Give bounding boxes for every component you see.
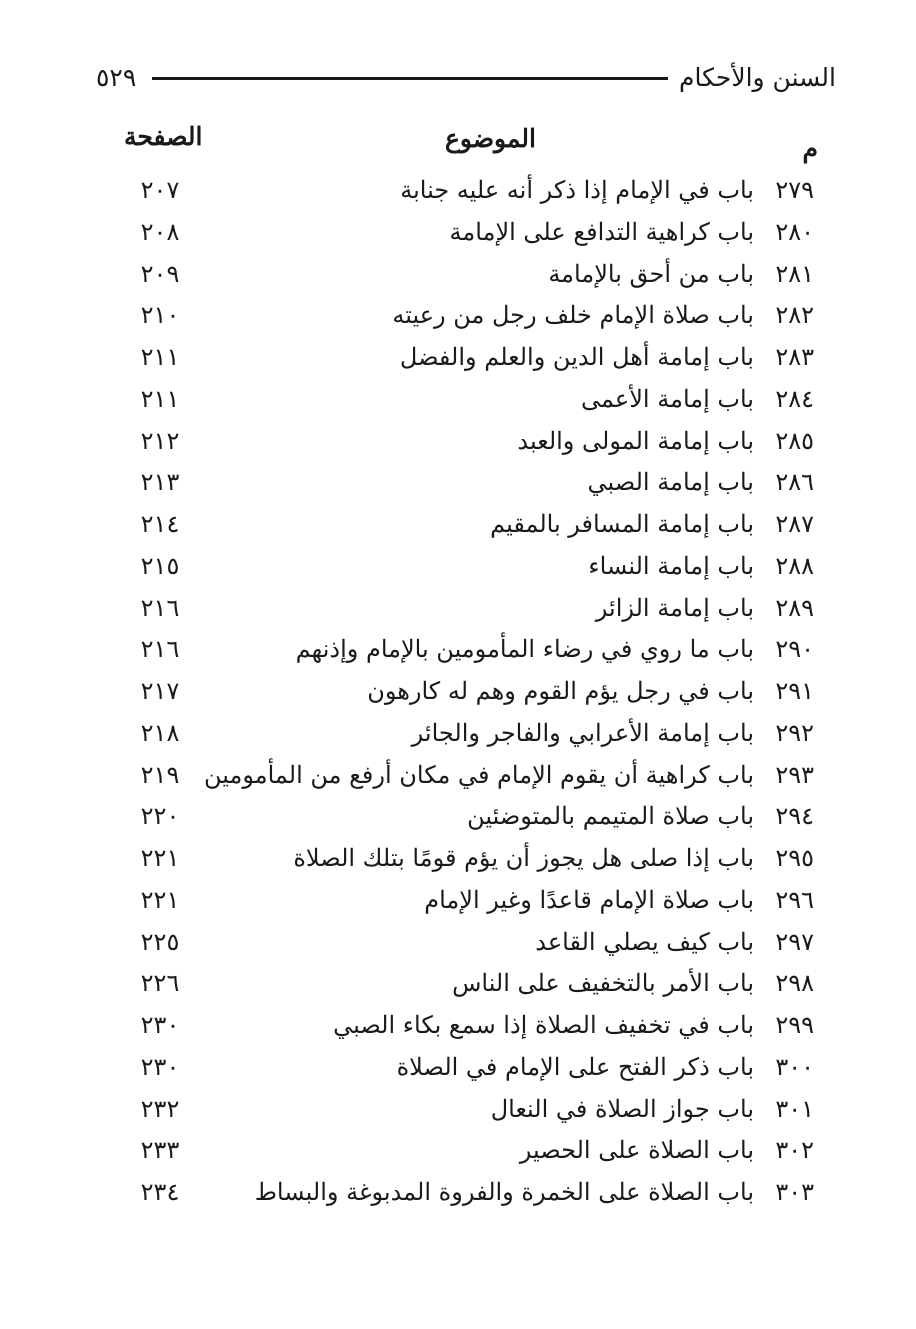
entry-page-number: ٢٠٨ <box>140 217 180 246</box>
toc-entry <box>96 379 836 421</box>
entry-page-number: ٢٢١ <box>140 844 180 872</box>
entry-number: ٢٨٩ <box>775 593 814 622</box>
entry-page-number: ٢٣٢ <box>140 1094 180 1123</box>
entry-page-number: ٢١٠ <box>140 301 180 330</box>
entry-page-number: ٢١٨ <box>140 718 180 747</box>
entry-title: باب صلاة المتيمم بالمتوضئين <box>467 802 754 831</box>
entry-title: باب الصلاة على الحصير <box>519 1136 754 1165</box>
entry-number: ٢٨٨ <box>775 551 814 580</box>
column-header-topic: الموضوع <box>445 124 536 153</box>
entry-page-number: ٢٢٥ <box>140 927 180 956</box>
column-header-number: م <box>802 134 818 163</box>
entry-number: ٢٨٠ <box>775 217 814 246</box>
entry-page-number: ٢١٣ <box>140 468 180 497</box>
entry-title: باب إمامة المولى والعبد <box>517 426 754 455</box>
entry-title: باب إمامة الصبي <box>587 468 754 497</box>
entry-number: ٢٩٠ <box>775 635 814 664</box>
entry-page-number: ٢٣٠ <box>140 1011 180 1039</box>
entry-number: ٣٠١ <box>775 1094 814 1123</box>
entry-page-number: ٢١٧ <box>140 677 180 705</box>
toc-entry <box>96 671 836 713</box>
entry-page-number: ٢١١ <box>140 384 180 413</box>
entry-page-number: ٢١٩ <box>140 760 180 789</box>
toc-entry <box>96 963 836 1005</box>
toc-entry <box>96 838 836 880</box>
entry-number: ٢٩٣ <box>775 760 814 789</box>
entry-title: باب كراهية أن يقوم الإمام في مكان أرفع من المأمومين <box>203 760 754 789</box>
header-rule <box>152 77 668 80</box>
toc-entry <box>96 337 836 379</box>
entry-number: ٢٩٦ <box>775 885 814 914</box>
entry-page-number: ٢١١ <box>140 343 180 371</box>
page-number: ٥٢٩ <box>96 63 137 92</box>
toc-entry <box>96 880 836 922</box>
entry-title: باب إمامة الأعمى <box>581 384 754 413</box>
entry-page-number: ٢٣٣ <box>140 1136 180 1165</box>
entry-number: ٣٠٢ <box>775 1136 814 1165</box>
entry-number: ٢٨٣ <box>775 343 814 371</box>
entry-title: باب إذا صلى هل يجوز أن يؤم قومًا بتلك الصلاة <box>293 844 754 872</box>
toc-entry <box>96 1130 836 1172</box>
entry-number: ٢٨٦ <box>775 468 814 497</box>
entry-title: باب الصلاة على الخمرة والفروة المدبوغة والبساط <box>254 1178 754 1206</box>
entry-title: باب صلاة الإمام قاعدًا وغير الإمام <box>424 885 754 914</box>
entry-page-number: ٢٠٧ <box>140 176 180 204</box>
toc-entry <box>96 1047 836 1089</box>
entry-title: باب من أحق بالإمامة <box>548 259 754 288</box>
entry-page-number: ٢١٤ <box>140 510 180 538</box>
toc-entry <box>96 421 836 463</box>
running-header <box>96 58 836 98</box>
entry-number: ٢٨٤ <box>775 384 814 413</box>
toc-entry <box>96 170 836 212</box>
entry-page-number: ٢٢١ <box>140 885 180 914</box>
toc-entry <box>96 1005 836 1047</box>
entry-title: باب في تخفيف الصلاة إذا سمع بكاء الصبي <box>333 1011 754 1039</box>
toc-entry <box>96 755 836 797</box>
entry-page-number: ٢١٢ <box>140 426 180 455</box>
toc-entry <box>96 922 836 964</box>
entry-title: باب الأمر بالتخفيف على الناس <box>452 969 754 998</box>
entry-number: ٢٨٥ <box>775 426 814 455</box>
toc-entry <box>96 1089 836 1131</box>
entry-number: ٢٩٢ <box>775 718 814 747</box>
entry-number: ٣٠٠ <box>775 1052 814 1081</box>
entry-number: ٢٩٩ <box>775 1011 814 1039</box>
entry-title: باب ذكر الفتح على الإمام في الصلاة <box>396 1052 754 1081</box>
column-headers <box>96 120 836 170</box>
entry-page-number: ٢٣٠ <box>140 1052 180 1081</box>
column-header-page: الصفحة <box>124 122 203 151</box>
entry-title: باب إمامة المسافر بالمقيم <box>490 510 754 538</box>
entry-title: باب صلاة الإمام خلف رجل من رعيته <box>392 301 754 330</box>
entry-title: باب جواز الصلاة في النعال <box>490 1094 754 1123</box>
entry-title: باب إمامة النساء <box>588 551 754 580</box>
entry-title: باب إمامة أهل الدين والعلم والفضل <box>399 343 754 371</box>
entry-page-number: ٢٢٠ <box>140 802 180 831</box>
toc-entry <box>96 629 836 671</box>
entry-page-number: ٢٣٤ <box>140 1178 180 1206</box>
toc-entry <box>96 796 836 838</box>
toc-entry <box>96 546 836 588</box>
toc-entry <box>96 588 836 630</box>
entry-number: ٣٠٣ <box>775 1178 814 1206</box>
toc-entry <box>96 212 836 254</box>
entry-number: ٢٧٩ <box>775 176 814 204</box>
entry-title: باب كيف يصلي القاعد <box>535 927 754 956</box>
entry-title: باب في الإمام إذا ذكر أنه عليه جنابة <box>400 176 754 204</box>
book-title: السنن والأحكام <box>678 63 836 92</box>
entry-page-number: ٢٢٦ <box>140 969 180 998</box>
entry-number: ٢٨٢ <box>775 301 814 330</box>
toc-entry <box>96 713 836 755</box>
entry-number: ٢٩٧ <box>775 927 814 956</box>
entry-page-number: ٢١٥ <box>140 551 180 580</box>
entry-page-number: ٢٠٩ <box>140 259 180 288</box>
entry-number: ٢٨٧ <box>775 510 814 538</box>
entry-number: ٢٩٤ <box>775 802 814 831</box>
entry-title: باب إمامة الأعرابي والفاجر والجائر <box>411 718 754 747</box>
entry-number: ٢٨١ <box>775 259 814 288</box>
entry-page-number: ٢١٦ <box>140 635 180 664</box>
entry-title: باب ما روي في رضاء المأمومين بالإمام وإذنهم <box>295 635 754 664</box>
entry-page-number: ٢١٦ <box>140 593 180 622</box>
toc-entry <box>96 254 836 296</box>
toc-entry <box>96 1172 836 1214</box>
entry-number: ٢٩٨ <box>775 969 814 998</box>
entry-number: ٢٩١ <box>775 677 814 705</box>
entry-title: باب كراهية التدافع على الإمامة <box>449 217 754 246</box>
entry-number: ٢٩٥ <box>775 844 814 872</box>
entry-title: باب إمامة الزائر <box>595 593 754 622</box>
entry-title: باب في رجل يؤم القوم وهم له كارهون <box>367 677 754 705</box>
table-of-contents <box>96 170 836 1214</box>
toc-entry <box>96 295 836 337</box>
toc-entry <box>96 504 836 546</box>
toc-entry <box>96 462 836 504</box>
